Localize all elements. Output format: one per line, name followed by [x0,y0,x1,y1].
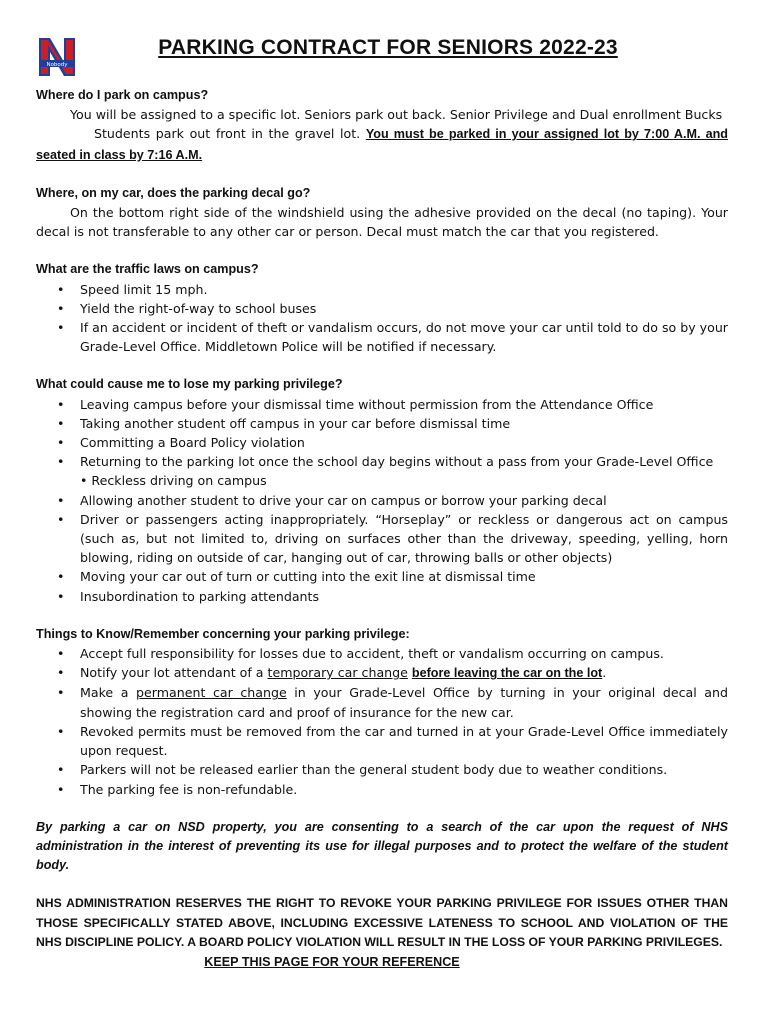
list-item: • Accept full responsibility for losses due to accident, theft or vandalism occurring on campus. [57,646,664,662]
park-line-2: Students park out front in the gravel lot. [94,126,366,142]
logo-caption: Nobody [46,62,68,68]
list-item: • Speed limit 15 mph. [57,281,208,297]
section-heading-park: Where do I park on campus? [36,88,209,102]
lose-privilege-list [36,395,728,606]
sub-item-reckless: • Reckless driving on campus [80,473,267,489]
list-item: • Yield the right-of-way to school buses [57,300,317,316]
decal-text: On the bottom right side of the windshield using the adhesive provided on the decal (no taping). Your decal is not transferable to any other car or person. Decal must match the car that you registered. [36,205,728,240]
list-item: • Make a permanent car change in your Grade-Level Office by turning in your original decal and showing the registration card and proof of insurance for the new car. [57,685,728,720]
section-park-text [36,105,728,165]
things-to-know-list [36,644,728,799]
list-item: • Committing a Board Policy violation [57,435,305,451]
page-title: PARKING CONTRACT FOR SENIORS 2022-23 [158,36,618,59]
list-item: • Parkers will not be released earlier than the general student body due to weather conditions. [57,762,668,778]
list-item: • Notify your lot attendant of a temporary car change before leaving the car on the lot. [57,665,607,681]
administration-notice: NHS ADMINISTRATION RESERVES THE RIGHT TO REVOKE YOUR PARKING PRIVILEGE FOR ISSUES OTHER THAN THOSE SPECIFICALLY STATED ABOVE, INCLUDING EXCESSIVE LATENESS TO SCHOOL AND VIOLATION OF THE NHS DISCIPLINE POLICY. A BOARD POLICY VIOLATION WILL RESULT IN THE LOSS OF YOUR PARKING PRIVILEGES. [36,896,728,949]
search-consent-notice: By parking a car on NSD property, you are consenting to a search of the car upon the request of NHS administration in the interest of preventing its use for illegal purposes and to protect the welfare of the student body. [36,819,728,873]
list-item: • Insubordination to parking attendants [57,588,320,604]
section-heading-things-to-know: Things to Know/Remember concerning your parking privilege: [36,626,410,641]
list-item: • The parking fee is non-refundable. [57,781,298,797]
list-item: • Leaving campus before your dismissal time without permission from the Attendance Office [57,396,654,412]
park-line-1: You will be assigned to a specific lot. Seniors park out back. Senior Privilege and Dual enrollment Bucks [70,107,723,123]
list-item: • Revoked permits must be removed from the car and turned in at your Grade-Level Office immediately upon request. [57,723,728,759]
list-item: • Driver or passengers acting inappropriately. “Horseplay” or reckless or dangerous act on campus (such as, but not limited to, driving on surfaces other than the driveway, speeding, yelling, horn blowing, riding on outside of car, hanging out of car, throwing balls or other objects) [57,511,728,566]
list-item: • Returning to the parking lot once the school day begins without a pass from your Grade-Level Office • Reckless driving on campus [36,452,728,490]
section-heading-traffic: What are the traffic laws on campus? [36,262,259,277]
list-item: • Taking another student off campus in your car before dismissal time [57,415,511,431]
section-heading-decal: Where, on my car, does the parking decal go? [36,185,311,200]
list-item: • Moving your car out of turn or cutting into the exit line at dismissal time [57,569,536,585]
list-item: • Allowing another student to drive your car on campus or borrow your parking decal [57,492,607,508]
document-body [36,86,728,972]
keep-page-notice: KEEP THIS PAGE FOR YOUR REFERENCE [204,954,460,969]
traffic-list [36,280,728,357]
park-deadline: You must be parked in your assigned lot by 7:00 A.M. and seated in class by 7:16 A.M. [36,127,729,162]
section-heading-lose-privilege: What could cause me to lose my parking privilege? [36,377,343,392]
list-item: • If an accident or incident of theft or vandalism occurs, do not move your car until told to do so by your Grade-Level Office. Middletown Police will be notified if necessary. [57,320,728,355]
